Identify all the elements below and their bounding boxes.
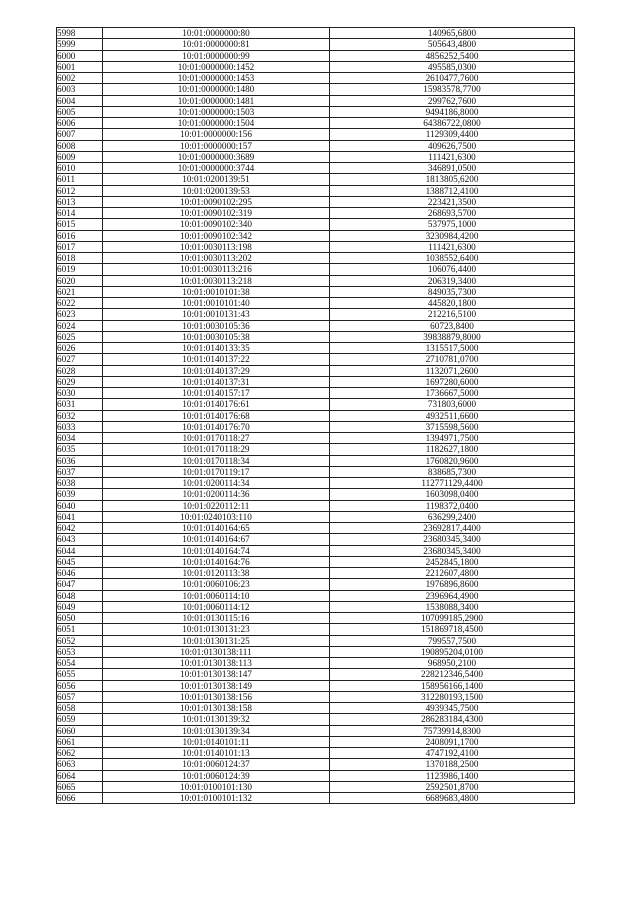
row-number-cell: 6058	[57, 703, 103, 714]
table-row	[57, 500, 575, 511]
row-number-cell: 6020	[57, 275, 103, 286]
row-number-cell: 6017	[57, 241, 103, 252]
cadastral-number-cell: 10:01:0240103:110	[103, 511, 330, 522]
row-number-cell: 6046	[57, 568, 103, 579]
cadastral-number-cell: 10:01:0090102:340	[103, 219, 330, 230]
table-row	[57, 50, 575, 61]
row-number-cell: 6033	[57, 421, 103, 432]
value-cell: 75739914,8300	[330, 725, 575, 736]
table-row	[57, 410, 575, 421]
table-row	[57, 455, 575, 466]
cadastral-number-cell: 10:01:0170118:29	[103, 444, 330, 455]
value-cell: 1394971,7500	[330, 433, 575, 444]
row-number-cell: 6061	[57, 736, 103, 747]
row-number-cell: 6047	[57, 579, 103, 590]
row-number-cell: 6044	[57, 545, 103, 556]
row-number-cell: 6006	[57, 118, 103, 129]
table-row	[57, 365, 575, 376]
value-cell: 505643,4800	[330, 39, 575, 50]
row-number-cell: 6055	[57, 669, 103, 680]
value-cell: 23680345,3400	[330, 545, 575, 556]
value-cell: 140965,6800	[330, 28, 575, 39]
cadastral-number-cell: 10:01:0140157:17	[103, 388, 330, 399]
table-row	[57, 151, 575, 162]
cadastral-number-cell: 10:01:0000000:1481	[103, 95, 330, 106]
value-cell: 2408091,1700	[330, 736, 575, 747]
cadastral-number-cell: 10:01:0090102:295	[103, 196, 330, 207]
table-row	[57, 219, 575, 230]
row-number-cell: 6026	[57, 343, 103, 354]
table-row	[57, 275, 575, 286]
row-number-cell: 6030	[57, 388, 103, 399]
row-number-cell: 6049	[57, 601, 103, 612]
row-number-cell: 6021	[57, 286, 103, 297]
table-row	[57, 703, 575, 714]
cadastral-number-cell: 10:01:0030113:202	[103, 253, 330, 264]
table-row	[57, 691, 575, 702]
cadastral-number-cell: 10:01:0000000:1503	[103, 106, 330, 117]
value-cell: 445820,1800	[330, 298, 575, 309]
table-row	[57, 376, 575, 387]
cadastral-number-cell: 10:01:0000000:1452	[103, 61, 330, 72]
value-cell: 495585,0300	[330, 61, 575, 72]
value-cell: 23692817,4400	[330, 523, 575, 534]
row-number-cell: 6065	[57, 781, 103, 792]
cadastral-number-cell: 10:01:0200114:36	[103, 489, 330, 500]
cadastral-number-cell: 10:01:0100101:130	[103, 781, 330, 792]
row-number-cell: 6023	[57, 309, 103, 320]
table-row	[57, 320, 575, 331]
value-cell: 6689683,4800	[330, 793, 575, 804]
value-cell: 1038552,6400	[330, 253, 575, 264]
cadastral-number-cell: 10:01:0030113:198	[103, 241, 330, 252]
value-cell: 2396964,4900	[330, 590, 575, 601]
row-number-cell: 6057	[57, 691, 103, 702]
row-number-cell: 6012	[57, 185, 103, 196]
table-row	[57, 601, 575, 612]
cadastral-number-cell: 10:01:0000000:3689	[103, 151, 330, 162]
cadastral-number-cell: 10:01:0130138:113	[103, 658, 330, 669]
value-cell: 151869718,4500	[330, 624, 575, 635]
value-cell: 1388712,4100	[330, 185, 575, 196]
row-number-cell: 6010	[57, 163, 103, 174]
value-cell: 1976896,8600	[330, 579, 575, 590]
cadastral-number-cell: 10:01:0030105:36	[103, 320, 330, 331]
row-number-cell: 6051	[57, 624, 103, 635]
table-row	[57, 84, 575, 95]
cadastral-number-cell: 10:01:0090102:342	[103, 230, 330, 241]
value-cell: 2212607,4800	[330, 568, 575, 579]
table-row	[57, 433, 575, 444]
value-cell: 2452845,1800	[330, 556, 575, 567]
row-number-cell: 6066	[57, 793, 103, 804]
value-cell: 2710781,0700	[330, 354, 575, 365]
row-number-cell: 6053	[57, 646, 103, 657]
table-row	[57, 61, 575, 72]
cadastral-number-cell: 10:01:0130138:158	[103, 703, 330, 714]
cadastral-number-cell: 10:01:0200139:51	[103, 174, 330, 185]
cadastral-number-cell: 10:01:0140176:70	[103, 421, 330, 432]
value-cell: 60723,8400	[330, 320, 575, 331]
value-cell: 1129309,4400	[330, 129, 575, 140]
cadastral-number-cell: 10:01:0200114:34	[103, 478, 330, 489]
row-number-cell: 5999	[57, 39, 103, 50]
cadastral-number-cell: 10:01:0130115:16	[103, 613, 330, 624]
cadastral-number-cell: 10:01:0140137:31	[103, 376, 330, 387]
value-cell: 849035,7300	[330, 286, 575, 297]
value-cell: 39838879,8000	[330, 331, 575, 342]
value-cell: 2592501,8700	[330, 781, 575, 792]
cadastral-number-cell: 10:01:0000000:157	[103, 140, 330, 151]
value-cell: 4932511,6600	[330, 410, 575, 421]
table-row	[57, 489, 575, 500]
table-row	[57, 579, 575, 590]
table-row	[57, 185, 575, 196]
row-number-cell: 6024	[57, 320, 103, 331]
cadastral-number-cell: 10:01:0060114:10	[103, 590, 330, 601]
table-row	[57, 241, 575, 252]
cadastral-number-cell: 10:01:0000000:1504	[103, 118, 330, 129]
cadastral-number-cell: 10:01:0000000:3744	[103, 163, 330, 174]
table-row	[57, 129, 575, 140]
value-cell: 1760820,9600	[330, 455, 575, 466]
cadastral-number-cell: 10:01:0010101:38	[103, 286, 330, 297]
value-cell: 1315517,5000	[330, 343, 575, 354]
row-number-cell: 6015	[57, 219, 103, 230]
row-number-cell: 6000	[57, 50, 103, 61]
value-cell: 268693,5700	[330, 208, 575, 219]
table-row	[57, 343, 575, 354]
table-row	[57, 748, 575, 759]
value-cell: 190895204,0100	[330, 646, 575, 657]
value-cell: 112771129,4400	[330, 478, 575, 489]
table-row	[57, 523, 575, 534]
value-cell: 1538088,3400	[330, 601, 575, 612]
row-number-cell: 6002	[57, 73, 103, 84]
value-cell: 312280193,1500	[330, 691, 575, 702]
value-cell: 731803,6000	[330, 399, 575, 410]
table-row	[57, 635, 575, 646]
table-row	[57, 399, 575, 410]
data-table-body	[57, 28, 575, 804]
value-cell: 1198372,0400	[330, 500, 575, 511]
row-number-cell: 5998	[57, 28, 103, 39]
row-number-cell: 6013	[57, 196, 103, 207]
value-cell: 15983578,7700	[330, 84, 575, 95]
table-row	[57, 73, 575, 84]
table-row	[57, 511, 575, 522]
cadastral-number-cell: 10:01:0010101:40	[103, 298, 330, 309]
value-cell: 212216,5100	[330, 309, 575, 320]
value-cell: 223421,3500	[330, 196, 575, 207]
cadastral-number-cell: 10:01:0130138:147	[103, 669, 330, 680]
value-cell: 1182627,1800	[330, 444, 575, 455]
value-cell: 4856252,5400	[330, 50, 575, 61]
table-row	[57, 163, 575, 174]
cadastral-number-cell: 10:01:0130139:32	[103, 714, 330, 725]
value-cell: 4939345,7500	[330, 703, 575, 714]
table-row	[57, 106, 575, 117]
value-cell: 111421,6300	[330, 241, 575, 252]
table-row	[57, 736, 575, 747]
row-number-cell: 6031	[57, 399, 103, 410]
table-row	[57, 680, 575, 691]
table-row	[57, 444, 575, 455]
row-number-cell: 6004	[57, 95, 103, 106]
value-cell: 2610477,7600	[330, 73, 575, 84]
cadastral-number-cell: 10:01:0140133:35	[103, 343, 330, 354]
cadastral-number-cell: 10:01:0170118:27	[103, 433, 330, 444]
table-row	[57, 624, 575, 635]
table-row	[57, 568, 575, 579]
row-number-cell: 6062	[57, 748, 103, 759]
cadastral-number-cell: 10:01:0000000:1480	[103, 84, 330, 95]
table-row	[57, 95, 575, 106]
cadastral-number-cell: 10:01:0120113:38	[103, 568, 330, 579]
table-row	[57, 28, 575, 39]
table-row	[57, 646, 575, 657]
value-cell: 1370188,2500	[330, 759, 575, 770]
value-cell: 64386722,0800	[330, 118, 575, 129]
value-cell: 23680345,3400	[330, 534, 575, 545]
cadastral-number-cell: 10:01:0060124:37	[103, 759, 330, 770]
table-row	[57, 174, 575, 185]
row-number-cell: 6041	[57, 511, 103, 522]
table-row	[57, 253, 575, 264]
cadastral-number-cell: 10:01:0090102:319	[103, 208, 330, 219]
table-row	[57, 264, 575, 275]
cadastral-number-cell: 10:01:0010131:43	[103, 309, 330, 320]
cadastral-number-cell: 10:01:0030105:38	[103, 331, 330, 342]
table-row	[57, 714, 575, 725]
value-cell: 4747192,4100	[330, 748, 575, 759]
table-row	[57, 309, 575, 320]
value-cell: 206319,3400	[330, 275, 575, 286]
value-cell: 158956166,1400	[330, 680, 575, 691]
cadastral-number-cell: 10:01:0140176:61	[103, 399, 330, 410]
value-cell: 286283184,4300	[330, 714, 575, 725]
cadastral-number-cell: 10:01:0170118:34	[103, 455, 330, 466]
row-number-cell: 6054	[57, 658, 103, 669]
row-number-cell: 6045	[57, 556, 103, 567]
table-row	[57, 196, 575, 207]
value-cell: 838685,7300	[330, 466, 575, 477]
table-row	[57, 759, 575, 770]
cadastral-number-cell: 10:01:0000000:1453	[103, 73, 330, 84]
row-number-cell: 6034	[57, 433, 103, 444]
table-row	[57, 39, 575, 50]
value-cell: 1736667,5000	[330, 388, 575, 399]
value-cell: 1603098,0400	[330, 489, 575, 500]
row-number-cell: 6040	[57, 500, 103, 511]
table-row	[57, 534, 575, 545]
cadastral-number-cell: 10:01:0140137:29	[103, 365, 330, 376]
cadastral-number-cell: 10:01:0130138:156	[103, 691, 330, 702]
value-cell: 636299,2400	[330, 511, 575, 522]
table-row	[57, 669, 575, 680]
value-cell: 228212346,5400	[330, 669, 575, 680]
cadastral-number-cell: 10:01:0000000:156	[103, 129, 330, 140]
table-row	[57, 331, 575, 342]
table-row	[57, 725, 575, 736]
value-cell: 3230984,4200	[330, 230, 575, 241]
cadastral-number-cell: 10:01:0030113:218	[103, 275, 330, 286]
row-number-cell: 6059	[57, 714, 103, 725]
row-number-cell: 6042	[57, 523, 103, 534]
table-row	[57, 421, 575, 432]
row-number-cell: 6009	[57, 151, 103, 162]
cadastral-number-cell: 10:01:0140164:65	[103, 523, 330, 534]
table-row	[57, 118, 575, 129]
value-cell: 346891,0500	[330, 163, 575, 174]
table-row	[57, 556, 575, 567]
table-row	[57, 613, 575, 624]
value-cell: 299762,7600	[330, 95, 575, 106]
cadastral-number-cell: 10:01:0000000:81	[103, 39, 330, 50]
value-cell: 799557,7500	[330, 635, 575, 646]
row-number-cell: 6037	[57, 466, 103, 477]
cadastral-number-cell: 10:01:0060114:12	[103, 601, 330, 612]
cadastral-number-cell: 10:01:0140101:11	[103, 736, 330, 747]
cadastral-number-cell: 10:01:0140164:76	[103, 556, 330, 567]
cadastral-number-cell: 10:01:0140101:13	[103, 748, 330, 759]
cadastral-number-cell: 10:01:0130138:149	[103, 680, 330, 691]
cadastral-number-cell: 10:01:0130139:34	[103, 725, 330, 736]
value-cell: 1123986,1400	[330, 770, 575, 781]
table-row	[57, 793, 575, 804]
value-cell: 537975,1000	[330, 219, 575, 230]
row-number-cell: 6022	[57, 298, 103, 309]
row-number-cell: 6063	[57, 759, 103, 770]
table-row	[57, 388, 575, 399]
cadastral-number-cell: 10:01:0130131:25	[103, 635, 330, 646]
row-number-cell: 6008	[57, 140, 103, 151]
table-row	[57, 286, 575, 297]
row-number-cell: 6064	[57, 770, 103, 781]
value-cell: 1813805,6200	[330, 174, 575, 185]
cadastral-number-cell: 10:01:0220112:11	[103, 500, 330, 511]
cadastral-number-cell: 10:01:0030113:216	[103, 264, 330, 275]
row-number-cell: 6014	[57, 208, 103, 219]
value-cell: 1697280,6000	[330, 376, 575, 387]
row-number-cell: 6016	[57, 230, 103, 241]
row-number-cell: 6035	[57, 444, 103, 455]
table-row	[57, 466, 575, 477]
row-number-cell: 6036	[57, 455, 103, 466]
row-number-cell: 6029	[57, 376, 103, 387]
value-cell: 106076,4400	[330, 264, 575, 275]
cadastral-number-cell: 10:01:0140176:68	[103, 410, 330, 421]
row-number-cell: 6039	[57, 489, 103, 500]
cadastral-number-cell: 10:01:0130131:23	[103, 624, 330, 635]
cadastral-number-cell: 10:01:0130138:111	[103, 646, 330, 657]
cadastral-number-cell: 10:01:0100101:132	[103, 793, 330, 804]
value-cell: 1132071,2600	[330, 365, 575, 376]
row-number-cell: 6018	[57, 253, 103, 264]
cadastral-number-cell: 10:01:0000000:80	[103, 28, 330, 39]
row-number-cell: 6011	[57, 174, 103, 185]
value-cell: 3715598,5600	[330, 421, 575, 432]
data-table	[56, 27, 575, 804]
row-number-cell: 6032	[57, 410, 103, 421]
table-row	[57, 770, 575, 781]
row-number-cell: 6019	[57, 264, 103, 275]
row-number-cell: 6028	[57, 365, 103, 376]
cadastral-number-cell: 10:01:0140164:74	[103, 545, 330, 556]
value-cell: 9494186,8000	[330, 106, 575, 117]
table-row	[57, 781, 575, 792]
cadastral-number-cell: 10:01:0140137:22	[103, 354, 330, 365]
cadastral-number-cell: 10:01:0060106:23	[103, 579, 330, 590]
cadastral-number-cell: 10:01:0060124:39	[103, 770, 330, 781]
value-cell: 409626,7500	[330, 140, 575, 151]
row-number-cell: 6038	[57, 478, 103, 489]
table-row	[57, 298, 575, 309]
row-number-cell: 6050	[57, 613, 103, 624]
cadastral-number-cell: 10:01:0170119:17	[103, 466, 330, 477]
row-number-cell: 6048	[57, 590, 103, 601]
row-number-cell: 6060	[57, 725, 103, 736]
row-number-cell: 6005	[57, 106, 103, 117]
row-number-cell: 6052	[57, 635, 103, 646]
table-row	[57, 590, 575, 601]
row-number-cell: 6027	[57, 354, 103, 365]
table-row	[57, 478, 575, 489]
table-row	[57, 208, 575, 219]
row-number-cell: 6003	[57, 84, 103, 95]
row-number-cell: 6025	[57, 331, 103, 342]
value-cell: 111421,6300	[330, 151, 575, 162]
row-number-cell: 6043	[57, 534, 103, 545]
table-row	[57, 658, 575, 669]
cadastral-number-cell: 10:01:0200139:53	[103, 185, 330, 196]
table-row	[57, 140, 575, 151]
table-row	[57, 354, 575, 365]
row-number-cell: 6007	[57, 129, 103, 140]
cadastral-number-cell: 10:01:0140164:67	[103, 534, 330, 545]
row-number-cell: 6001	[57, 61, 103, 72]
table-row	[57, 545, 575, 556]
cadastral-number-cell: 10:01:0000000:99	[103, 50, 330, 61]
row-number-cell: 6056	[57, 680, 103, 691]
value-cell: 968950,2100	[330, 658, 575, 669]
value-cell: 107099185,2900	[330, 613, 575, 624]
table-row	[57, 230, 575, 241]
